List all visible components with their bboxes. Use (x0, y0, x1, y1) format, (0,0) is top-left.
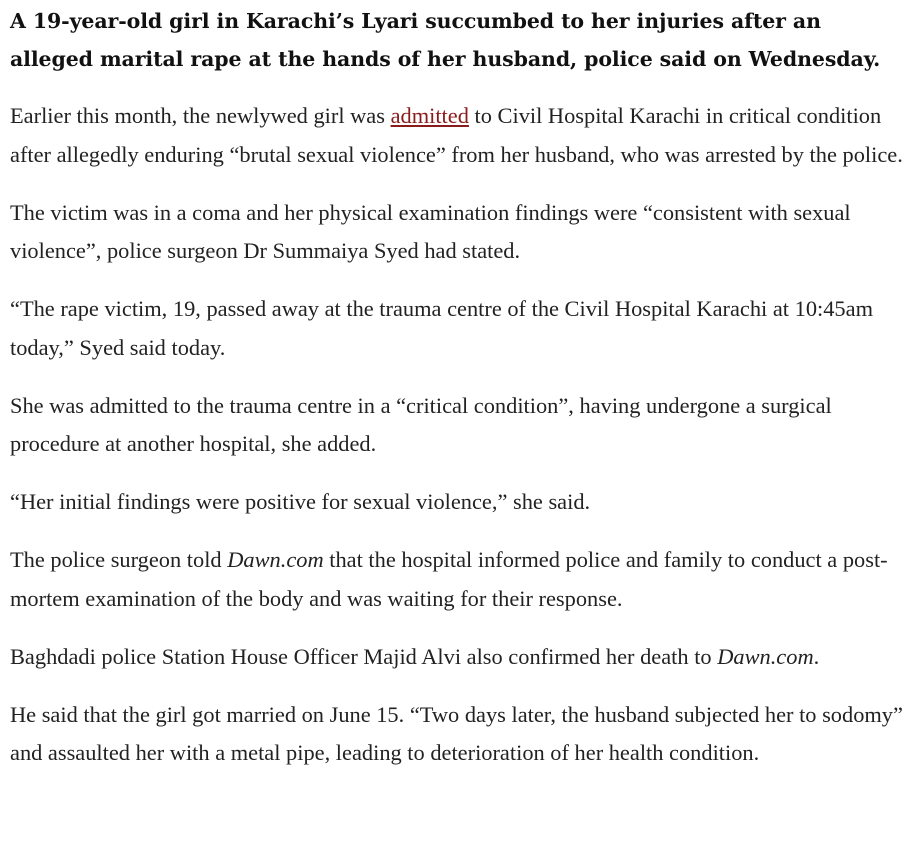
paragraph-7-text-b: . (813, 643, 820, 669)
paragraph-1 (10, 97, 909, 174)
paragraph-1-text-b: to Civil Hospital Karachi in critical condition after allegedly enduring “brutal sexual violence” from her husband, who was arrested by the police. (10, 103, 903, 167)
paragraph-6-text-a: The police surgeon told (10, 547, 228, 572)
paragraph-4: She was admitted to the trauma centre in a “critical condition”, having undergone a surgical procedure at another hospital, she added. (10, 392, 832, 456)
paragraph-7 (10, 638, 909, 677)
paragraph-7-text-a: Baghdadi police Station House Officer Majid Alvi also confirmed her death to (10, 643, 718, 669)
paragraph-5: “Her initial findings were positive for sexual violence,” she said. (10, 489, 591, 514)
paragraph-1-text-a: Earlier this month, the newlywed girl was (10, 103, 391, 128)
paragraph-6 (10, 541, 909, 618)
paragraph-8: He said that the girl got married on June 15. “Two days later, the husband subjected her to sodomy” and assaulted her with a metal pipe, leading to deterioration of her health condition. (10, 701, 903, 765)
paragraph-6-text-b: that the hospital informed police and family to conduct a post-mortem examination of the body and was waiting for their response. (10, 547, 888, 611)
dawn-source-name-2: Dawn.com (717, 643, 814, 669)
admitted-link[interactable]: admitted (390, 103, 469, 128)
paragraph-3: “The rape victim, 19, passed away at the trauma centre of the Civil Hospital Karachi at 10:45am today,” Syed said today. (10, 296, 873, 360)
dawn-source-name: Dawn.com (227, 547, 324, 572)
paragraph-2: The victim was in a coma and her physical examination findings were “consistent with sexual violence”, police surgeon Dr Summaiya Syed had stated. (10, 199, 851, 263)
article-lede: A 19-year-old girl in Karachi’s Lyari succumbed to her injuries after an alleged marital rape at the hands of her husband, police said on Wednesday. (10, 9, 881, 71)
